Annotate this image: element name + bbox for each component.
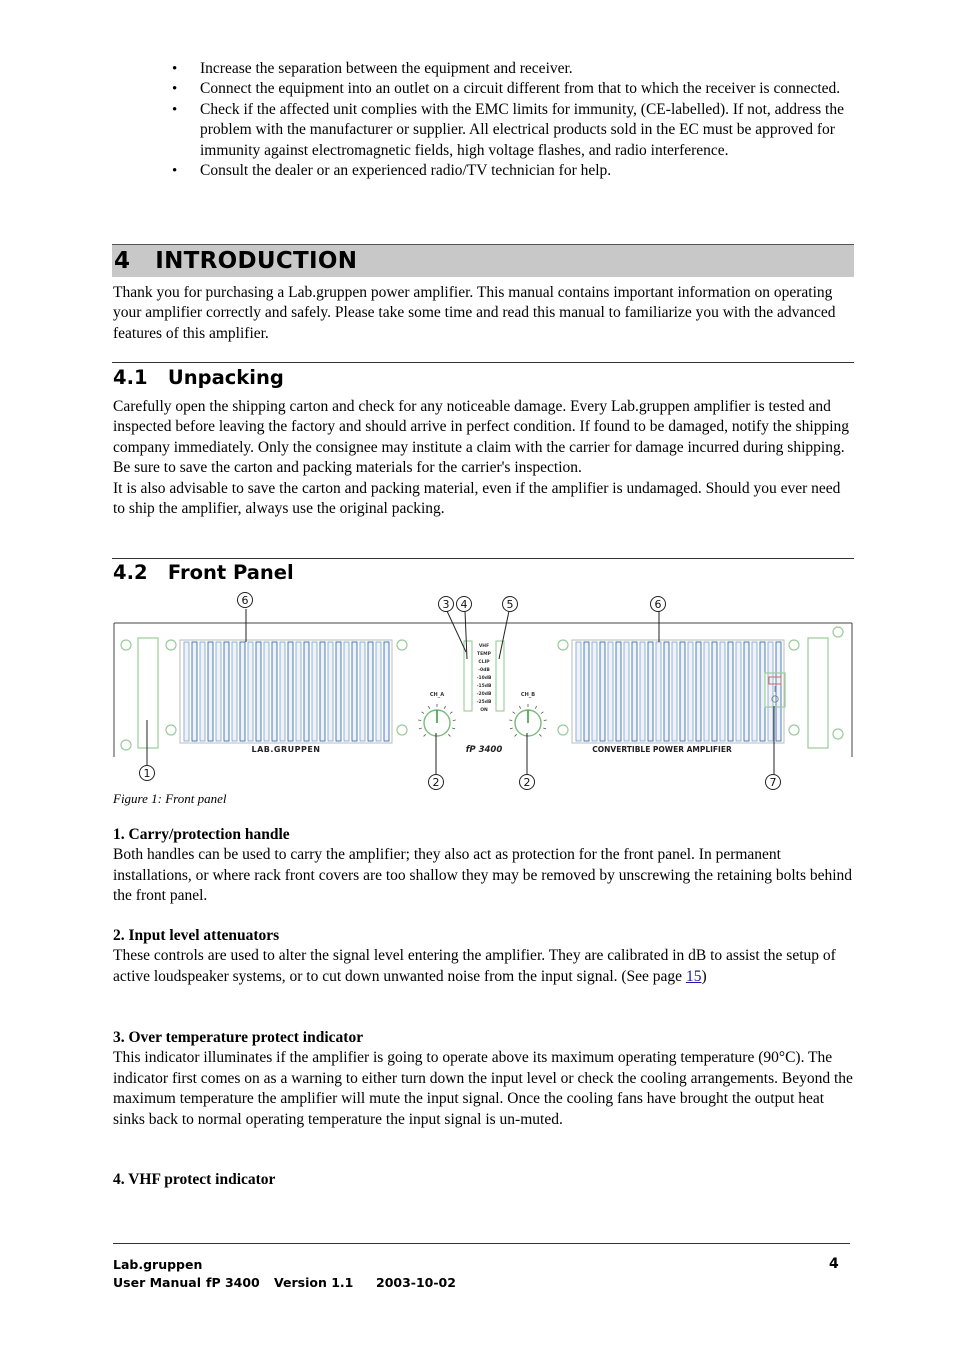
led-label: -20dB [476,692,492,697]
knob-tick [422,712,424,714]
screw [833,627,843,637]
knob-tick [515,734,517,736]
heat-sink-fin [208,642,213,741]
model-label: fP 3400 [465,745,503,755]
bullet-item: • Connect the equipment into an outlet on a circuit different from that to which the receiver is connected. [172,79,856,99]
knob-tick [543,728,546,729]
screw [121,740,131,750]
heat-sink-fin [640,642,645,741]
heat-sink-fin [296,642,301,741]
led-label: ON [480,708,488,713]
callout-number: 2 [432,776,440,789]
item-2 [113,926,855,987]
knob-tick [541,712,543,714]
heat-sink-fin [224,642,229,741]
heat-sink-fin [344,642,349,741]
led-label: -25dB [476,700,492,705]
heat-sink-fin [744,642,749,741]
section-4-title: 4 INTRODUCTION [114,248,358,274]
heat-sink-fin [768,642,773,741]
item-heading: 4. VHF protect indicator [113,1171,276,1188]
heat-sink-fin [360,642,365,741]
callout-number: 4 [460,598,468,611]
led-label: -0dB [478,668,490,673]
heat-sink-fin [368,642,373,741]
section-4-1-title: 4.1 Unpacking [113,366,284,389]
heat-sink-fin [232,642,237,741]
knob-tick [519,706,520,709]
screw [789,640,799,650]
heat-sink-fin [336,642,341,741]
item-3 [113,1028,855,1130]
footer-model: fP 3400 [206,1275,260,1290]
led-label: -15dB [476,684,492,689]
heat-sink-fin [320,642,325,741]
led-label: TEMP [477,652,491,657]
callout-number: 1 [143,767,151,780]
item-text-tail: ) [701,967,707,985]
heat-sink-fin [760,642,765,741]
led-label: -10dB [476,676,492,681]
led-column-left [464,641,472,711]
heat-sink-fin [656,642,661,741]
heat-sink-fin [672,642,677,741]
knob-tick [510,728,513,729]
right-handle [808,638,828,748]
item-heading: 2. Input level attenuators [113,927,280,944]
heat-sink-fin [216,642,221,741]
heat-sink-fin [688,642,693,741]
item-text-container [113,946,855,987]
screw [558,640,568,650]
bullet-item: • Increase the separation between the equipment and receiver. [172,59,856,79]
item-heading: 3. Over temperature protect indicator [113,1029,364,1046]
unpacking-text-2: It is also advisable to save the carton and packing material, even if the amplifier is undamaged. Should you ever need to ship the amplifier, always use the original packing. [113,479,841,518]
left-handle [138,638,158,748]
knob-tick [419,728,422,729]
screw [166,725,176,735]
led-label: VHF [478,644,490,649]
callout-number: 2 [523,776,531,789]
heat-sink-fin [304,642,309,741]
heat-sink-fin [288,642,293,741]
knob-tick [539,734,541,736]
knob-tick [428,706,429,709]
brand-logo: LAB.GRUPPEN [251,745,321,754]
item-1 [113,825,855,907]
heat-sink-fin [704,642,709,741]
led-column-right [496,641,504,711]
knob-tick [535,706,536,709]
heat-sink-fin [312,642,317,741]
heat-sink-fin [200,642,205,741]
footer-rule [113,1243,850,1244]
knob-tick [450,712,452,714]
screw [397,640,407,650]
panel-subtitle: CONVERTIBLE POWER AMPLIFIER [592,745,732,754]
heat-sink-fin [240,642,245,741]
heat-sink-fin [720,642,725,741]
heat-sink-fin [648,642,653,741]
section-4-2-title: 4.2 Front Panel [113,561,294,584]
heat-sink-fin [352,642,357,741]
heat-sink-fin [328,642,333,741]
right-grille-fins [576,642,781,741]
screw [121,640,131,650]
heat-sink-fin [608,642,613,741]
page-link[interactable]: 15 [685,967,702,985]
ch-a-label: CH_A [429,692,445,698]
heat-sink-fin [376,642,381,741]
heat-sink-fin [696,642,701,741]
intro-text: Thank you for purchasing a Lab.gruppen power amplifier. This manual contains important information on operating your amplifier correctly and safely. Please take some time and read this manual to familiarize you with the advanced features of this amplifier. [113,284,836,342]
screw [789,725,799,735]
heat-sink-fin [728,642,733,741]
figure-caption: Figure 1: Front panel [113,791,227,806]
heat-sink-fin [624,642,629,741]
heat-sink-fin [616,642,621,741]
item-4 [113,1170,855,1190]
input-attenuator-a [418,692,456,736]
ch-b-label: CH_B [520,692,536,698]
screw [558,725,568,735]
left-grille-fins [184,642,389,741]
heat-sink-fin [680,642,685,741]
heat-sink-fin [736,642,741,741]
heat-sink-fin [576,642,581,741]
item-text: This indicator illuminates if the amplifier is going to operate above its maximum operating temperature (90°C). The indicator first comes on as a warning to either turn down the input level or check the cooling arrangements. Beyond the maximum temperature the amplifier will mute the input signal. Once the cooling fans have brought the output heat sinks back to normal operating temperature the input signal is un-muted. [113,1049,853,1128]
heat-sink-fin [600,642,605,741]
footer-date: 2003-10-02 [376,1275,456,1290]
callout-number: 6 [654,598,662,611]
item-text: These controls are used to alter the signal level entering the amplifier. They are calibrated in dB to assist the setup of active loudspeaker systems, or to cut down unwanted noise from the input signal. (See page [113,947,836,985]
callout-number: 5 [506,598,514,611]
heat-sink-fin [776,642,781,741]
screw [397,725,407,735]
footer-brand: Lab.gruppen [113,1257,203,1272]
knob-tick [448,734,450,736]
heat-sink-fin [664,642,669,741]
heat-sink-fin [592,642,597,741]
heat-sink-fin [584,642,589,741]
callout-number: 6 [241,594,249,607]
heat-sink-fin [272,642,277,741]
heat-sink-fin [192,642,197,741]
bullet-item: • Check if the affected unit complies with the EMC limits for immunity, (CE-labelled). If not, address the problem with the manufacturer or supplier. All electrical products sold in the EC must be approved for immunity against electromagnetic fields, high voltage flashes, and radio interference. [172,100,856,161]
heat-sink-fin [248,642,253,741]
knob-tick [444,706,445,709]
knob-tick [452,728,455,729]
footer-version: Version 1.1 [274,1275,354,1290]
heat-sink-fin [184,642,189,741]
heat-sink-fin [280,642,285,741]
knob-tick [513,712,515,714]
callout-number: 3 [442,598,450,611]
page-number: 4 [829,1256,839,1272]
item-text: Both handles can be used to carry the amplifier; they also act as protection for the front panel. In permanent installations, or where rack front covers are too shallow they may be removed by unscrewing the retaining bolts behind the front panel. [113,846,853,905]
heat-sink-fin [712,642,717,741]
heat-sink-fin [264,642,269,741]
callout-number: 7 [769,776,777,789]
heat-sink-fin [384,642,389,741]
unpacking-text-1: Carefully open the shipping carton and check for any noticeable damage. Every Lab.gruppen amplifier is tested and inspected before leaving the factory and should arrive in perfect condition. If found to be damaged, notify the shipping company immediately. Only the consignee may institute a claim with the carrier for damage incurred during shipping. Be sure to save the carton and packing materials for the carrier's inspection. [113,398,850,477]
footer-manual: User Manual [113,1275,201,1290]
screw [833,729,843,739]
input-attenuator-b [509,692,547,736]
heat-sink-fin [632,642,637,741]
bullet-item: • Consult the dealer or an experienced radio/TV technician for help. [172,161,856,181]
knob-tick [424,734,426,736]
heat-sink-fin [752,642,757,741]
heat-sink-fin [256,642,261,741]
screw [166,640,176,650]
led-label: CLIP [478,660,490,665]
item-heading: 1. Carry/protection handle [113,826,290,843]
